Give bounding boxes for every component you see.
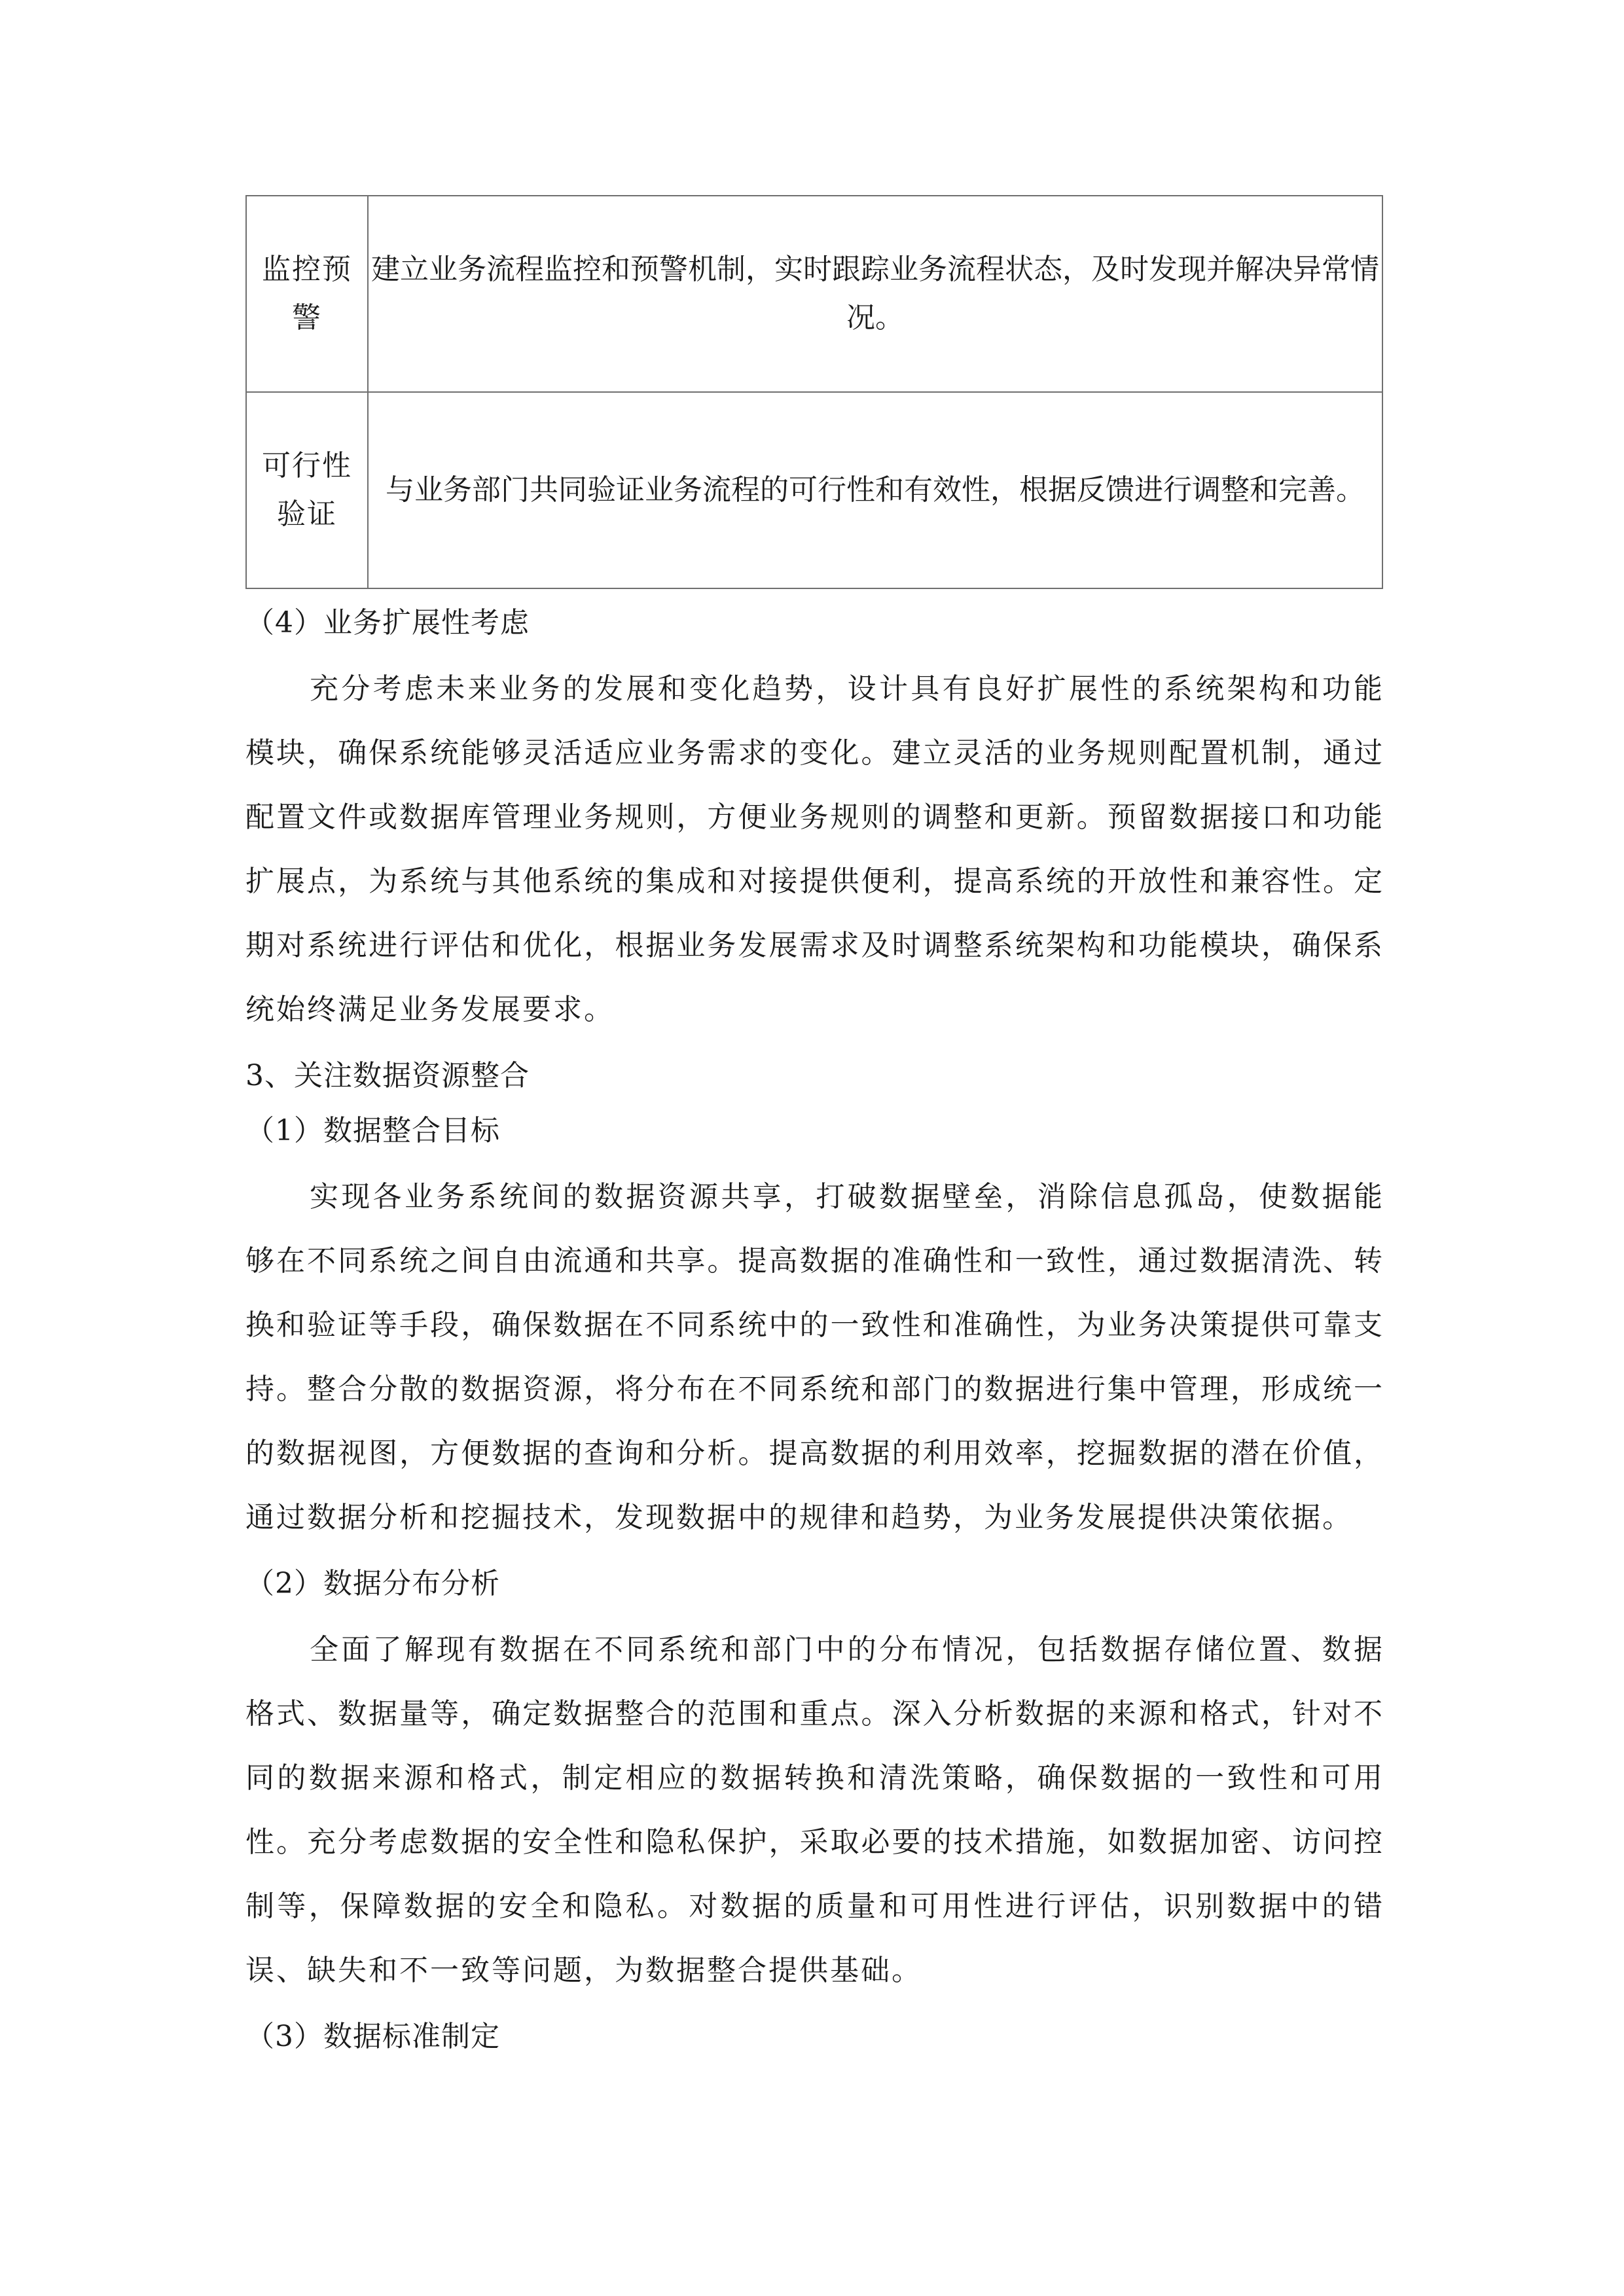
requirements-table [245, 195, 1383, 589]
table-cell-key: 可行性验证 [246, 392, 368, 588]
subsection-heading-3: （3）数据标准制定 [245, 2020, 500, 2053]
table-row [246, 392, 1382, 588]
chapter-heading-3: 3、关注数据资源整合 [245, 1059, 530, 1092]
subsection-body-2: 全面了解现有数据在不同系统和部门中的分布情况，包括数据存储位置、数据格式、数据量等，确定数据整合的范围和重点。深入分析数据的来源和格式，针对不同的数据来源和格式，制定相应的数据转换和清洗策略，确保数据的一致性和可用性。充分考虑数据的安全性和隐私保护，采取必要的技术措施，如数据加密、访问控制等，保障数据的安全和隐私。对数据的质量和可用性进行评估，识别数据中的错误、缺失和不一致等问题，为数据整合提供基础。 [245, 1633, 1384, 1987]
section-body-4: 充分考虑未来业务的发展和变化趋势，设计具有良好扩展性的系统架构和功能模块，确保系统能够灵活适应业务需求的变化。建立灵活的业务规则配置机制，通过配置文件或数据库管理业务规则，方便业务规则的调整和更新。预留数据接口和功能扩展点，为系统与其他系统的集成和对接提供便利，提高系统的开放性和兼容性。定期对系统进行评估和优化，根据业务发展需求及时调整系统架构和功能模块，确保系统始终满足业务发展要求。 [245, 672, 1384, 1026]
section-heading-4: （4）业务扩展性考虑 [245, 606, 530, 639]
subsection-heading-1: （1）数据整合目标 [245, 1114, 500, 1147]
table-cell-value: 与业务部门共同验证业务流程的可行性和有效性，根据反馈进行调整和完善。 [368, 392, 1382, 588]
table-row [246, 196, 1382, 392]
table-cell-key: 监控预警 [246, 196, 368, 392]
table-cell-value: 建立业务流程监控和预警机制，实时跟踪业务流程状态，及时发现并解决异常情况。 [368, 196, 1382, 392]
subsection-heading-2: （2）数据分布分析 [245, 1567, 500, 1600]
subsection-body-1: 实现各业务系统间的数据资源共享，打破数据壁垒，消除信息孤岛，使数据能够在不同系统之间自由流通和共享。提高数据的准确性和一致性，通过数据清洗、转换和验证等手段，确保数据在不同系统中的一致性和准确性，为业务决策提供可靠支持。整合分散的数据资源，将分布在不同系统和部门的数据进行集中管理，形成统一的数据视图，方便数据的查询和分析。提高数据的利用效率，挖掘数据的潜在价值，通过数据分析和挖掘技术，发现数据中的规律和趋势，为业务发展提供决策依据。 [245, 1180, 1384, 1534]
document-page [245, 195, 1384, 2056]
